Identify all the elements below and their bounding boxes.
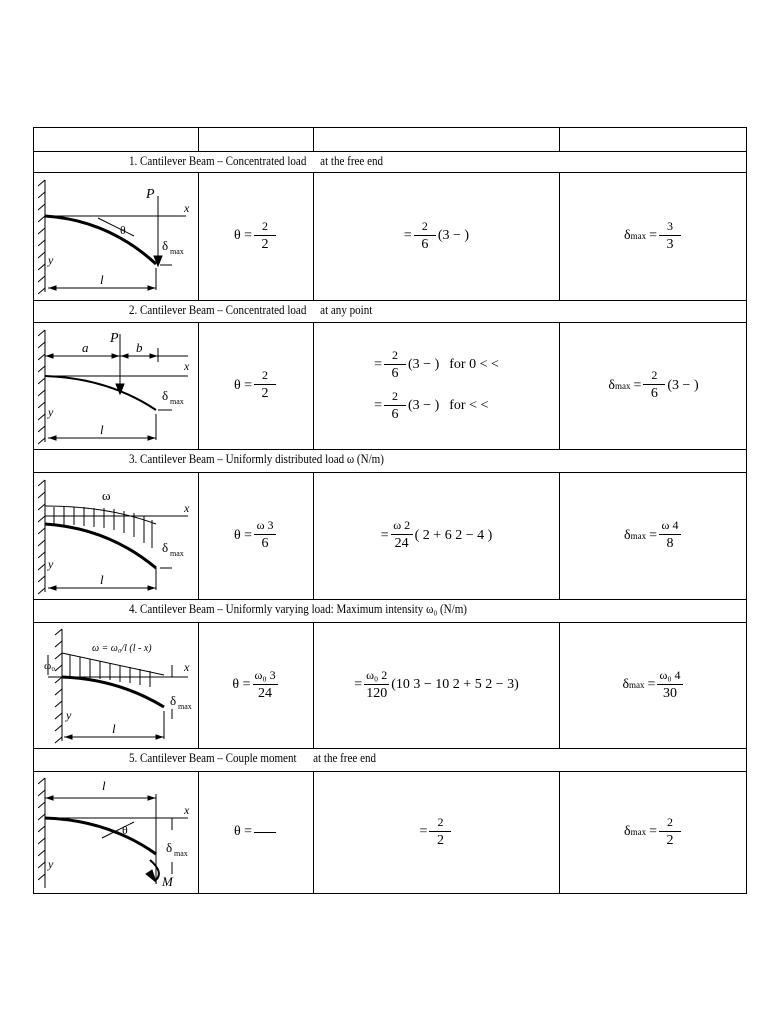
fraction-denominator: 2 <box>666 832 674 848</box>
slope-lhs: θ = <box>233 824 253 839</box>
fraction-numerator: ω 3 <box>254 518 276 535</box>
slope-cell <box>199 622 313 748</box>
row-title: 5. Cantilever Beam – Couple moment at the free end <box>129 750 377 765</box>
slope-lhs: θ = <box>233 228 253 243</box>
equation-condition: for < < <box>449 398 489 413</box>
header-divider <box>313 128 314 151</box>
deflection-equation-cell <box>314 472 559 599</box>
fraction-denominator: 2 <box>261 386 269 401</box>
slope-cell <box>199 172 313 300</box>
fraction-numerator: 2 <box>659 815 681 832</box>
header-divider <box>559 128 560 151</box>
load-label: P <box>110 331 119 346</box>
fraction-numerator: 2 <box>384 389 406 406</box>
row-divider <box>34 449 746 450</box>
deflection-sub: max <box>170 397 184 406</box>
fraction-denominator: 6 <box>261 536 269 551</box>
row-divider <box>34 151 746 152</box>
deflection-sub: max <box>174 849 188 858</box>
fraction-numerator: 3 <box>659 219 681 236</box>
fraction-denominator: 24 <box>258 685 273 701</box>
y-axis-label: y <box>48 557 54 571</box>
delta-symbol: δ <box>608 377 615 393</box>
x-axis-label: x <box>184 501 190 515</box>
a-label: a <box>82 340 89 355</box>
slope-lhs: θ = <box>232 677 251 692</box>
deflection-label: δ <box>166 840 173 855</box>
length-label: l <box>102 778 106 793</box>
fraction-denominator: 8 <box>666 536 674 551</box>
equation-lhs: = <box>380 527 389 543</box>
max-deflection-cell <box>560 622 747 748</box>
fraction-numerator: 2 <box>254 368 276 385</box>
max-deflection-cell <box>560 322 747 449</box>
deflection-sub: max <box>170 549 184 558</box>
y-axis-label: y <box>48 253 54 267</box>
delta-symbol: δ <box>622 677 630 692</box>
delta-subscript: max <box>629 680 645 690</box>
fraction-numerator: 2 <box>643 368 665 385</box>
deflection-label: δ <box>162 388 169 403</box>
equals-sign: = <box>649 824 657 839</box>
load-label: ω <box>102 488 111 503</box>
equation-body: (3 − ) <box>667 377 699 393</box>
deflection-sub: max <box>178 702 192 711</box>
x-axis-label: x <box>184 803 190 817</box>
row-title: 2. Cantilever Beam – Concentrated load at any point <box>129 302 373 317</box>
fraction-numerator <box>254 828 276 833</box>
fraction-numerator: 2 <box>414 219 436 236</box>
fraction-denominator: 30 <box>663 685 677 701</box>
beam-diagram-varying-load <box>38 625 194 745</box>
equals-sign: = <box>649 527 657 543</box>
beam-formula-table <box>33 127 747 894</box>
length-label: l <box>100 572 104 587</box>
slope-lhs: θ = <box>233 377 253 393</box>
delta-symbol: δ <box>623 824 631 839</box>
delta-subscript: max <box>630 530 647 541</box>
deflection-label: δ <box>170 693 177 708</box>
angle-label: θ <box>122 823 128 837</box>
y-axis-label: y <box>66 708 72 722</box>
y-axis-label: y <box>48 857 54 871</box>
x-axis-label: x <box>184 201 190 215</box>
fraction-numerator: ω₀ 2 <box>364 668 389 685</box>
header-divider <box>198 128 199 151</box>
fraction-denominator: 6 <box>421 236 429 252</box>
beam-diagram-point-load-any-point <box>38 326 194 446</box>
equation-body: ( 2 + 6 2 − 4 ) <box>414 527 493 543</box>
slope-cell <box>199 322 313 449</box>
delta-subscript: max <box>630 827 647 837</box>
equation-body: (3 − ) <box>408 398 440 413</box>
length-label: l <box>112 721 116 736</box>
deflection-label: δ <box>162 540 169 555</box>
beam-diagram-uniform-load <box>38 476 194 596</box>
delta-subscript: max <box>614 380 631 391</box>
row-divider <box>34 300 746 301</box>
equals-sign: = <box>647 677 656 692</box>
row-divider <box>34 599 746 600</box>
fraction-numerator: ω₀ 3 <box>253 668 278 685</box>
fraction-denominator: 3 <box>666 236 674 252</box>
fraction-numerator: ω 2 <box>391 518 413 535</box>
w0-label: ω₀ <box>44 660 56 672</box>
deflection-equation-cell <box>314 771 559 893</box>
slope-lhs: θ = <box>233 527 253 543</box>
equation-lhs: = <box>374 357 383 372</box>
load-formula: ω = ω₀/l (l - x) <box>92 643 152 654</box>
equals-sign: = <box>633 377 642 393</box>
fraction-denominator: 2 <box>261 236 269 252</box>
max-deflection-cell <box>560 771 747 893</box>
max-deflection-cell <box>560 472 747 599</box>
fraction-denominator: 24 <box>394 536 409 551</box>
equation-lhs: = <box>374 398 383 413</box>
delta-symbol: δ <box>623 527 631 543</box>
delta-subscript: max <box>630 231 647 241</box>
slope-cell <box>199 771 313 893</box>
row-title: 1. Cantilever Beam – Concentrated load at the free end <box>129 153 384 168</box>
angle-label: θ <box>120 223 126 237</box>
equation-condition: for 0 < < <box>449 357 499 372</box>
deflection-equation-cell <box>314 172 559 300</box>
fraction-denominator: 2 <box>436 832 444 848</box>
deflection-equation-cell <box>314 322 559 449</box>
equation-body: (10 3 − 10 2 + 5 2 − 3) <box>391 677 519 692</box>
delta-symbol: δ <box>623 228 631 243</box>
beam-diagram-couple-moment <box>38 774 194 892</box>
fraction-denominator: 6 <box>391 365 399 381</box>
b-label: b <box>136 340 143 355</box>
length-label: l <box>100 422 104 437</box>
x-axis-label: x <box>184 359 190 373</box>
fraction-denominator: 6 <box>391 406 399 422</box>
beam-diagram-point-load-free-end <box>38 176 194 296</box>
equation-body: (3 − ) <box>408 357 440 372</box>
max-deflection-cell <box>560 172 747 300</box>
equation-body: (3 − ) <box>437 228 470 243</box>
fraction-numerator: ω₀ 4 <box>657 668 682 685</box>
deflection-equation-cell <box>314 622 559 748</box>
row-title: 4. Cantilever Beam – Uniformly varying load: Maximum intensity ω₀ (N/m) <box>129 601 467 616</box>
fraction-numerator: 2 <box>254 219 276 236</box>
equation-lhs: = <box>354 677 363 692</box>
row-title: 3. Cantilever Beam – Uniformly distributed load ω (N/m) <box>129 451 384 466</box>
fraction-numerator: 2 <box>384 348 406 365</box>
row-divider <box>34 748 746 749</box>
equation-lhs: = <box>419 824 428 839</box>
deflection-label: δ <box>162 238 169 253</box>
x-axis-label: x <box>184 660 190 674</box>
moment-label: M <box>162 874 173 889</box>
equation-lhs: = <box>403 228 412 243</box>
length-label: l <box>100 272 104 287</box>
fraction-numerator: 2 <box>429 815 451 832</box>
slope-cell <box>199 472 313 599</box>
fraction-denominator: 120 <box>366 685 388 701</box>
deflection-sub: max <box>170 247 184 256</box>
y-axis-label: y <box>48 405 54 419</box>
fraction-numerator: ω 4 <box>659 518 681 535</box>
equals-sign: = <box>649 228 657 243</box>
load-label: P <box>146 187 155 202</box>
fraction-denominator: 6 <box>650 386 658 401</box>
